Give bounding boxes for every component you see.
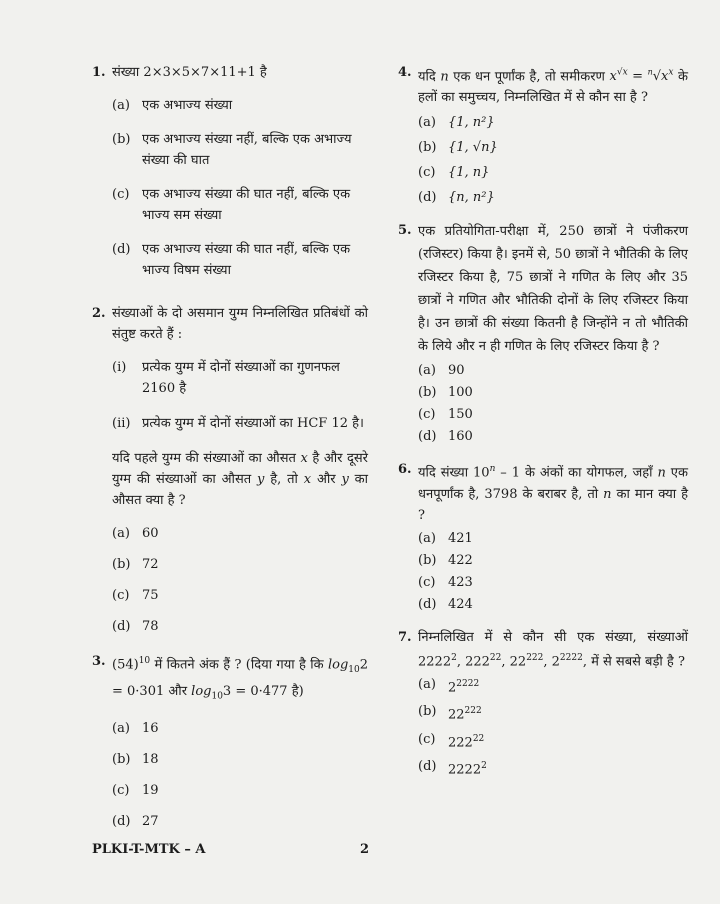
variable-x: x bbox=[300, 451, 308, 466]
question-3 bbox=[92, 651, 368, 832]
question-number: 7. bbox=[398, 629, 412, 645]
option-b: (b) 18 bbox=[112, 751, 159, 767]
option-c: (c) 423 bbox=[418, 574, 473, 590]
options bbox=[112, 718, 368, 832]
option-label: (c) bbox=[112, 187, 130, 202]
option-a bbox=[112, 95, 368, 116]
question-stem: यदि n एक धन पूर्णांक है, तो समीकरण $x^{√x} = ^n√x^x$ के हलों का समुच्चय, निम्नलिखित में से कौन सा है ? bbox=[418, 68, 688, 106]
question-number: 6. bbox=[398, 462, 412, 478]
option-d: (d) 27 bbox=[112, 813, 159, 829]
question-stem: यदि संख्या 10$^n$ – 1 के अंकों का योगफल, जहाँ n एक धनपूर्णांक है, 3798 के बराबर है, तो n का मान क्या है ? bbox=[418, 464, 689, 523]
option-b bbox=[112, 129, 368, 171]
option-c: (c) 19 bbox=[112, 782, 159, 798]
option-d: (d) 78 bbox=[112, 619, 159, 634]
equation: $x^{√x} = ^n√x^x$ bbox=[609, 68, 674, 85]
question-stem: संख्याओं के दो असमान युग्म निम्नलिखित प्रतिबंधों को संतुष्ट करते हैं : bbox=[112, 306, 368, 342]
option-a: (a) 16 bbox=[112, 720, 159, 736]
option-d: (d) 160 bbox=[418, 429, 473, 445]
option-b: (b) 100 bbox=[418, 385, 473, 401]
question-number: 1. bbox=[92, 65, 106, 80]
question-stem-continued: यदि पहले युग्म की संख्याओं का औसत x है और दूसरे युग्म की संख्याओं का औसत y है, तो x और y का औसत क्या है ? bbox=[112, 451, 369, 508]
question-4 bbox=[398, 62, 688, 208]
question-stem: संख्या 2×3×5×7×11+1 है bbox=[112, 65, 267, 80]
options bbox=[418, 674, 688, 780]
condition-text: प्रत्येक युग्म में दोनों संख्याओं का HCF 12 है। bbox=[142, 416, 364, 431]
option-b: (b) {1, √n} bbox=[418, 140, 498, 156]
left-column bbox=[92, 62, 368, 842]
option-text: एक अभाज्य संख्या की घात नहीं, बल्कि एक भाज्य सम संख्या bbox=[142, 187, 351, 223]
option-text: एक अभाज्य संख्या नहीं, बल्कि एक अभाज्य संख्या की घात bbox=[142, 132, 352, 168]
options bbox=[418, 528, 688, 615]
option-text: एक अभाज्य संख्या bbox=[142, 98, 233, 113]
option-a: (a) 421 bbox=[418, 530, 473, 546]
option-a: (a) {1, n²} bbox=[418, 115, 495, 131]
variable-y: y bbox=[257, 472, 265, 487]
question-stem: एक प्रतियोगिता-परीक्षा में, 250 छात्रों ने पंजीकरण (रजिस्टर) किया है। इनमें से, 50 छात्रों ने भौतिकी के लिए रजिस्टर किया है, 75 छात्रों ने गणित के लिए और 35 छात्रों ने गणित और भौतिकी दोनों के लिए रजिस्टर किया है। उन छात्रों की संख्या कितनी है जिन्होंने न तो भौतिकी के लिये और न ही गणित के लिए रजिस्टर किया है ? bbox=[418, 224, 688, 355]
option-b: (b) 422 bbox=[418, 552, 473, 568]
booklet-code: PLKI-T-MTK – A bbox=[92, 842, 206, 857]
question-number: 2. bbox=[92, 306, 106, 321]
right-column bbox=[398, 62, 688, 790]
question-6 bbox=[398, 459, 688, 614]
option-label: (a) bbox=[112, 98, 130, 113]
condition-i bbox=[112, 357, 368, 399]
question-7 bbox=[398, 627, 688, 781]
condition-text: प्रत्येक युग्म में दोनों संख्याओं का गुणनफल 2160 है bbox=[142, 360, 340, 396]
option-a: (a) $2^{2222}$ bbox=[418, 676, 480, 696]
question-stem: $(54)^{10}$ में कितने अंक हैं ? (दिया गया है कि $\log_{10}2 = 0\cdot 301$ और $\log_{10}3 = 0\cdot 477$ है) bbox=[112, 656, 368, 702]
option-label: (d) bbox=[112, 242, 131, 257]
condition-label: (ii) bbox=[112, 416, 131, 431]
option-d: (d) 424 bbox=[418, 596, 473, 612]
question-5 bbox=[398, 220, 688, 447]
option-c bbox=[112, 184, 368, 226]
options bbox=[112, 95, 368, 281]
option-d: (d) {n, n²} bbox=[418, 190, 495, 206]
option-c: (c) {1, n} bbox=[418, 165, 490, 181]
options bbox=[418, 112, 688, 208]
condition-label: (i) bbox=[112, 360, 127, 375]
question-stem: निम्नलिखित में से कौन सी एक संख्या, संख्याओं 2222$^2$, $222^{22}$, $22^{222}$, $2^{2222}$, में से सबसे बड़ी है ? bbox=[418, 629, 688, 669]
option-label: (b) bbox=[112, 132, 131, 147]
page-number: 2 bbox=[360, 842, 370, 857]
question-1 bbox=[92, 62, 368, 281]
question-number: 4. bbox=[398, 65, 412, 80]
option-a: (a) 90 bbox=[418, 363, 465, 379]
question-number: 3. bbox=[92, 654, 106, 669]
option-d bbox=[112, 239, 368, 281]
condition-ii bbox=[112, 413, 368, 434]
option-a: (a) 60 bbox=[112, 526, 159, 541]
options bbox=[418, 360, 688, 447]
option-c: (c) 150 bbox=[418, 407, 473, 423]
option-b: (b) 72 bbox=[112, 557, 159, 572]
question-2 bbox=[92, 303, 368, 637]
option-c: (c) 75 bbox=[112, 588, 159, 603]
option-text: एक अभाज्य संख्या की घात नहीं, बल्कि एक भाज्य विषम संख्या bbox=[142, 242, 351, 278]
option-d: (d) 2222$^2$ bbox=[418, 758, 487, 778]
options bbox=[112, 523, 368, 637]
question-number: 5. bbox=[398, 223, 412, 239]
option-b: (b) $22^{222}$ bbox=[418, 704, 482, 723]
option-c: (c) $222^{22}$ bbox=[418, 731, 485, 750]
